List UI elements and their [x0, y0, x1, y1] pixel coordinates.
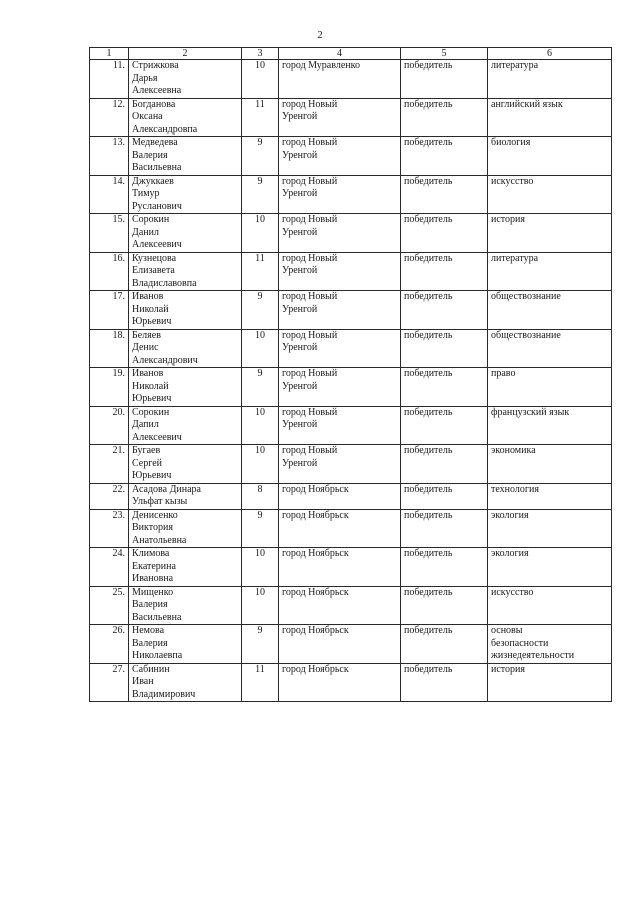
grade-level: 10 — [242, 214, 279, 253]
result-status: победитель — [401, 663, 488, 702]
subject: экология — [488, 548, 612, 587]
result-status: победитель — [401, 625, 488, 664]
grade-level: 11 — [242, 663, 279, 702]
row-number: 13. — [90, 137, 129, 176]
table-row — [90, 252, 612, 291]
subject: технология — [488, 483, 612, 509]
row-number: 11. — [90, 60, 129, 99]
row-number: 20. — [90, 406, 129, 445]
grade-level: 9 — [242, 137, 279, 176]
subject: основы безопасности жизнедеятельности — [488, 625, 612, 664]
grade-level: 11 — [242, 98, 279, 137]
participant-name: Иванов Николай Юрьевич — [129, 368, 242, 407]
grade-level: 10 — [242, 329, 279, 368]
result-status: победитель — [401, 291, 488, 330]
subject: литература — [488, 60, 612, 99]
participant-name: Беляев Денис Александрович — [129, 329, 242, 368]
row-number: 26. — [90, 625, 129, 664]
table-row — [90, 509, 612, 548]
subject: право — [488, 368, 612, 407]
grade-level: 10 — [242, 548, 279, 587]
table-row — [90, 663, 612, 702]
row-number: 18. — [90, 329, 129, 368]
result-status: победитель — [401, 252, 488, 291]
table-row — [90, 329, 612, 368]
grade-level: 8 — [242, 483, 279, 509]
row-number: 25. — [90, 586, 129, 625]
result-status: победитель — [401, 548, 488, 587]
participant-name: Климова Екатерина Ивановна — [129, 548, 242, 587]
row-number: 16. — [90, 252, 129, 291]
row-number: 19. — [90, 368, 129, 407]
table-row — [90, 175, 612, 214]
municipality: город Муравленко — [279, 60, 401, 99]
result-status: победитель — [401, 509, 488, 548]
participant-name: Мищенко Валерия Васильевна — [129, 586, 242, 625]
participant-name: Сабинин Иван Владимирович — [129, 663, 242, 702]
municipality: город Новый Уренгой — [279, 175, 401, 214]
subject: английский язык — [488, 98, 612, 137]
subject: история — [488, 663, 612, 702]
table-body — [90, 60, 612, 702]
municipality: город Новый Уренгой — [279, 445, 401, 484]
row-number: 14. — [90, 175, 129, 214]
result-status: победитель — [401, 98, 488, 137]
participant-name: Денисенко Виктория Анатольевна — [129, 509, 242, 548]
row-number: 23. — [90, 509, 129, 548]
grade-level: 10 — [242, 586, 279, 625]
table-row — [90, 137, 612, 176]
result-status: победитель — [401, 60, 488, 99]
page-number: 2 — [317, 29, 323, 41]
subject: искусство — [488, 586, 612, 625]
grade-level: 9 — [242, 509, 279, 548]
row-number: 12. — [90, 98, 129, 137]
municipality: город Ноябрьск — [279, 663, 401, 702]
municipality: город Новый Уренгой — [279, 291, 401, 330]
table-row — [90, 214, 612, 253]
table-header — [90, 48, 612, 60]
table-row — [90, 625, 612, 664]
winners-table — [89, 47, 612, 702]
municipality: город Новый Уренгой — [279, 252, 401, 291]
column-header: 2 — [129, 48, 242, 60]
subject: обществознание — [488, 329, 612, 368]
participant-name: Кузнецова Елизавета Владиславовпа — [129, 252, 242, 291]
result-status: победитель — [401, 329, 488, 368]
row-number: 22. — [90, 483, 129, 509]
participant-name: Джуккаев Тимур Русланович — [129, 175, 242, 214]
subject: экология — [488, 509, 612, 548]
grade-level: 11 — [242, 252, 279, 291]
participant-name: Иванов Николай Юрьевич — [129, 291, 242, 330]
subject: экономика — [488, 445, 612, 484]
result-status: победитель — [401, 445, 488, 484]
municipality: город Новый Уренгой — [279, 368, 401, 407]
table-row — [90, 548, 612, 587]
row-number: 27. — [90, 663, 129, 702]
municipality: город Ноябрьск — [279, 548, 401, 587]
subject: французский язык — [488, 406, 612, 445]
subject: обществознание — [488, 291, 612, 330]
grade-level: 10 — [242, 406, 279, 445]
table-row — [90, 98, 612, 137]
participant-name: Медведева Валерия Васильевна — [129, 137, 242, 176]
result-status: победитель — [401, 483, 488, 509]
column-header: 3 — [242, 48, 279, 60]
municipality: город Новый Уренгой — [279, 329, 401, 368]
participant-name: Асадова Динара Ульфат кызы — [129, 483, 242, 509]
grade-level: 10 — [242, 60, 279, 99]
result-status: победитель — [401, 137, 488, 176]
municipality: город Новый Уренгой — [279, 137, 401, 176]
table-row — [90, 60, 612, 99]
header-row — [90, 48, 612, 60]
municipality: город Ноябрьск — [279, 586, 401, 625]
column-header: 4 — [279, 48, 401, 60]
grade-level: 10 — [242, 445, 279, 484]
municipality: город Ноябрьск — [279, 509, 401, 548]
row-number: 24. — [90, 548, 129, 587]
result-status: победитель — [401, 214, 488, 253]
participant-name: Сорокин Дапил Алексеевич — [129, 406, 242, 445]
table-row — [90, 291, 612, 330]
result-status: победитель — [401, 368, 488, 407]
table-row — [90, 406, 612, 445]
row-number: 17. — [90, 291, 129, 330]
column-header: 5 — [401, 48, 488, 60]
participant-name: Сорокин Данил Алексеевич — [129, 214, 242, 253]
grade-level: 9 — [242, 291, 279, 330]
table-row — [90, 586, 612, 625]
row-number: 21. — [90, 445, 129, 484]
participant-name: Богданова Оксана Александровпа — [129, 98, 242, 137]
grade-level: 9 — [242, 175, 279, 214]
municipality: город Новый Уренгой — [279, 406, 401, 445]
table-row — [90, 445, 612, 484]
column-header: 1 — [90, 48, 129, 60]
result-status: победитель — [401, 406, 488, 445]
subject: искусство — [488, 175, 612, 214]
table-row — [90, 368, 612, 407]
subject: история — [488, 214, 612, 253]
participant-name: Бугаев Сергей Юрьевич — [129, 445, 242, 484]
municipality: город Новый Уренгой — [279, 98, 401, 137]
municipality: город Ноябрьск — [279, 483, 401, 509]
table-row — [90, 483, 612, 509]
participant-name: Немова Валерия Николаевпа — [129, 625, 242, 664]
grade-level: 9 — [242, 368, 279, 407]
participant-name: Стрижкова Дарья Алексеевна — [129, 60, 242, 99]
column-header: 6 — [488, 48, 612, 60]
municipality: город Ноябрьск — [279, 625, 401, 664]
grade-level: 9 — [242, 625, 279, 664]
result-status: победитель — [401, 586, 488, 625]
subject: литература — [488, 252, 612, 291]
row-number: 15. — [90, 214, 129, 253]
subject: биология — [488, 137, 612, 176]
municipality: город Новый Уренгой — [279, 214, 401, 253]
result-status: победитель — [401, 175, 488, 214]
